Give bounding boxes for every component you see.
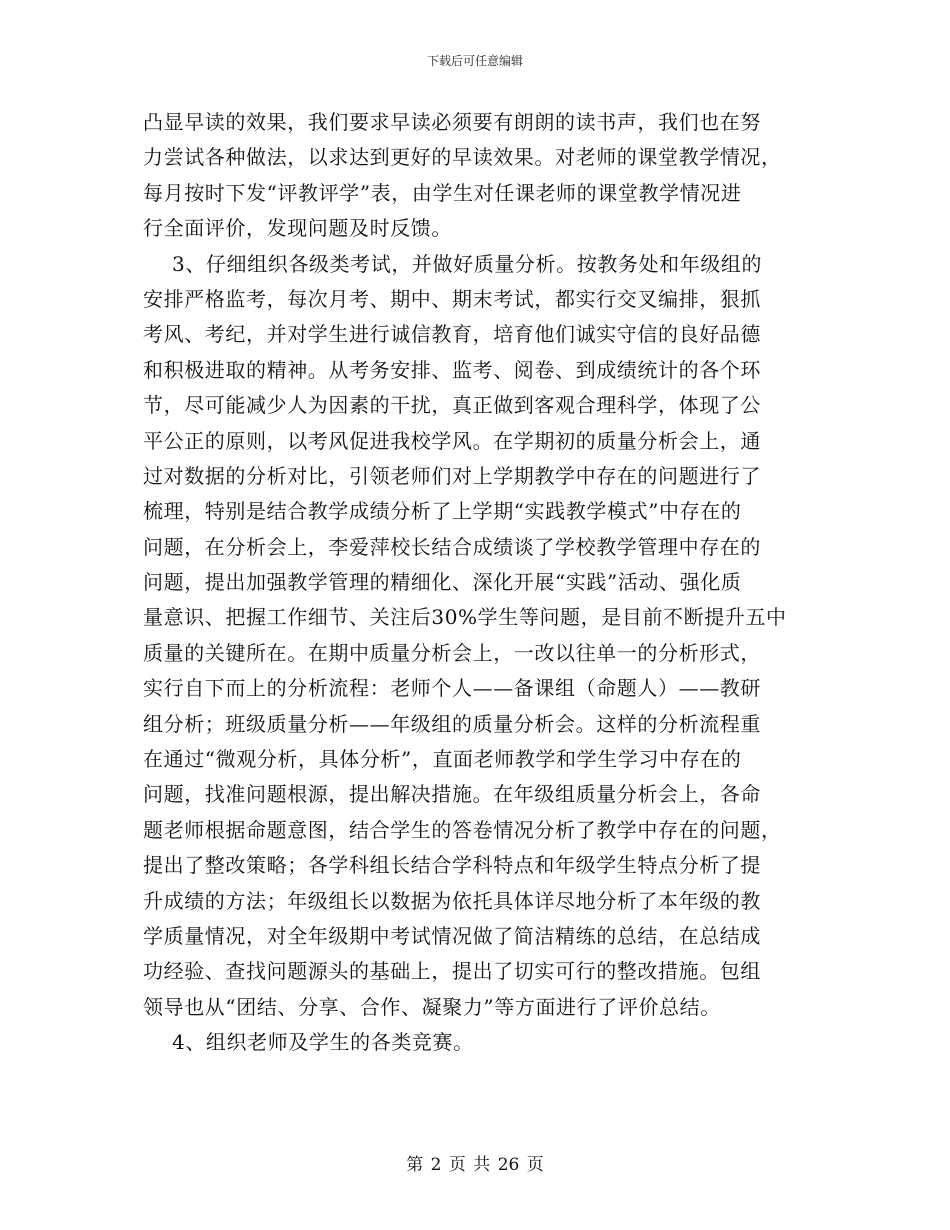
text-line: 功经验、查找问题源头的基础上，提出了切实可行的整改措施。包组 (143, 959, 761, 984)
text-line: 质量的关键所在。在期中质量分析会上，一改以往单一的分析形式， (143, 640, 761, 665)
paragraph-heading-3: 3、仔细组织各级类考试，并做好质量分析。按教务处和年级组的 (172, 251, 763, 276)
page-number-footer: 第 2 页 共 26 页 (406, 1155, 544, 1175)
text-line: 组分析；班级质量分析——年级组的质量分析会。这样的分析流程重 (143, 711, 761, 736)
paragraph-heading-4: 4、组织老师及学生的各类竞赛。 (172, 1030, 474, 1055)
text-line: 量意识、把握工作细节、关注后30%学生等问题，是目前不断提升五中 (143, 605, 787, 630)
text-line: 问题，找准问题根源，提出解决措施。在年级组质量分析会上，各命 (143, 782, 761, 807)
text-line: 凸显早读的效果，我们要求早读必须要有朗朗的读书声，我们也在努 (143, 110, 761, 134)
text-line: 节，尽可能减少人为因素的干扰，真正做到客观合理科学，体现了公 (143, 393, 761, 418)
text-line: 问题，提出加强教学管理的精细化、深化开展“实践”活动、强化质 (143, 570, 742, 595)
text-line: 和积极进取的精神。从考务安排、监考、阅卷、到成绩统计的各个环 (143, 357, 761, 382)
text-line: 在通过“微观分析，具体分析”，直面老师教学和学生学习中存在的 (143, 747, 742, 772)
text-line: 学质量情况，对全年级期中考试情况做了简洁精练的总结，在总结成 (143, 923, 761, 948)
text-line: 问题，在分析会上，李爱萍校长结合成绩谈了学校教学管理中存在的 (143, 534, 761, 559)
text-line: 行全面评价，发现问题及时反馈。 (143, 216, 452, 241)
text-line: 每月按时下发“评教评学”表，由学生对任课老师的课堂教学情况进 (143, 180, 742, 205)
text-line: 梳理，特别是结合教学成绩分析了上学期“实践教学模式”中存在的 (143, 499, 742, 524)
text-line: 力尝试各种做法，以求达到更好的早读效果。对老师的课堂教学情况， (143, 145, 782, 170)
text-line: 领导也从“团结、分享、合作、凝聚力”等方面进行了评价总结。 (143, 994, 721, 1019)
text-line: 题老师根据命题意图，结合学生的答卷情况分析了教学中存在的问题， (143, 817, 782, 842)
text-line: 过对数据的分析对比，引领老师们对上学期教学中存在的问题进行了 (143, 463, 761, 488)
text-line: 实行自下而上的分析流程：老师个人——备课组（命题人）——教研 (143, 676, 761, 701)
page-header-note: 下载后可任意编辑 (426, 54, 523, 68)
text-line: 安排严格监考，每次月考、期中、期末考试，都实行交叉编排，狠抓 (143, 286, 761, 311)
text-line: 平公正的原则，以考风促进我校学风。在学期初的质量分析会上，通 (143, 428, 761, 453)
text-line: 考风、考纪，并对学生进行诚信教育，培育他们诚实守信的良好品德 (143, 322, 761, 347)
text-line: 提出了整改策略；各学科组长结合学科特点和年级学生特点分析了提 (143, 853, 761, 878)
text-line: 升成绩的方法；年级组长以数据为依托具体详尽地分析了本年级的教 (143, 888, 761, 913)
document-body (143, 105, 808, 1061)
